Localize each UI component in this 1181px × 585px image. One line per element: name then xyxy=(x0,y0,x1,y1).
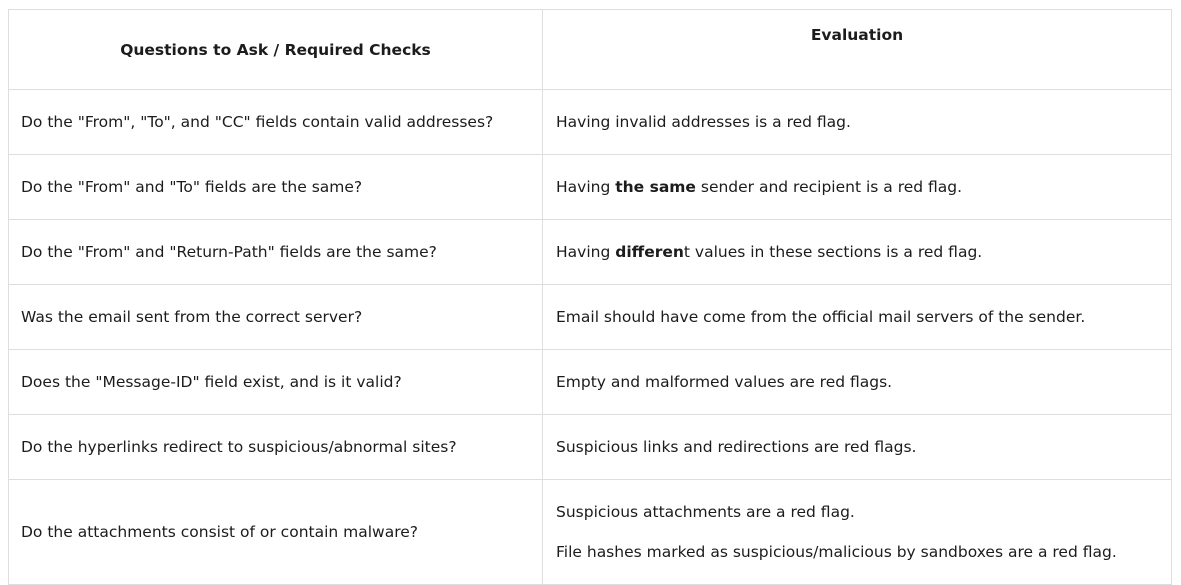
table-row xyxy=(9,90,1172,155)
email-checks-table-wrapper xyxy=(8,9,1171,585)
table-row xyxy=(9,285,1172,350)
evaluation-line: Suspicious attachments are a red flag. xyxy=(556,503,855,521)
table-row xyxy=(9,155,1172,220)
question-cell: Was the email sent from the correct server? xyxy=(9,285,543,350)
header-evaluation: Evaluation xyxy=(543,10,1172,90)
question-cell: Do the "From" and "Return-Path" fields are the same? xyxy=(9,220,543,285)
question-cell: Does the "Message-ID" field exist, and is it valid? xyxy=(9,350,543,415)
evaluation-cell: Suspicious links and redirections are red flags. xyxy=(543,415,1172,480)
evaluation-cell xyxy=(543,220,1172,285)
evaluation-emphasis: differen xyxy=(615,243,684,261)
evaluation-text: Having xyxy=(556,243,616,261)
table-row xyxy=(9,350,1172,415)
evaluation-cell xyxy=(543,155,1172,220)
email-checks-table xyxy=(8,9,1172,585)
question-cell: Do the attachments consist of or contain malware? xyxy=(9,480,543,585)
evaluation-text: Having xyxy=(556,178,616,196)
question-cell: Do the "From", "To", and "CC" fields contain valid addresses? xyxy=(9,90,543,155)
table-row xyxy=(9,220,1172,285)
evaluation-cell xyxy=(543,480,1172,585)
header-questions: Questions to Ask / Required Checks xyxy=(9,10,543,90)
question-cell: Do the hyperlinks redirect to suspicious/abnormal sites? xyxy=(9,415,543,480)
evaluation-cell: Email should have come from the official mail servers of the sender. xyxy=(543,285,1172,350)
evaluation-emphasis: the same xyxy=(615,178,696,196)
evaluation-text: sender and recipient is a red flag. xyxy=(695,178,963,196)
table-row xyxy=(9,415,1172,480)
evaluation-cell: Empty and malformed values are red flags. xyxy=(543,350,1172,415)
evaluation-cell: Having invalid addresses is a red flag. xyxy=(543,90,1172,155)
evaluation-text: t values in these sections is a red flag. xyxy=(683,243,983,261)
evaluation-line: File hashes marked as suspicious/malicious by sandboxes are a red flag. xyxy=(556,543,1117,561)
question-cell: Do the "From" and "To" fields are the same? xyxy=(9,155,543,220)
table-row xyxy=(9,480,1172,585)
table-header-row xyxy=(9,10,1172,90)
